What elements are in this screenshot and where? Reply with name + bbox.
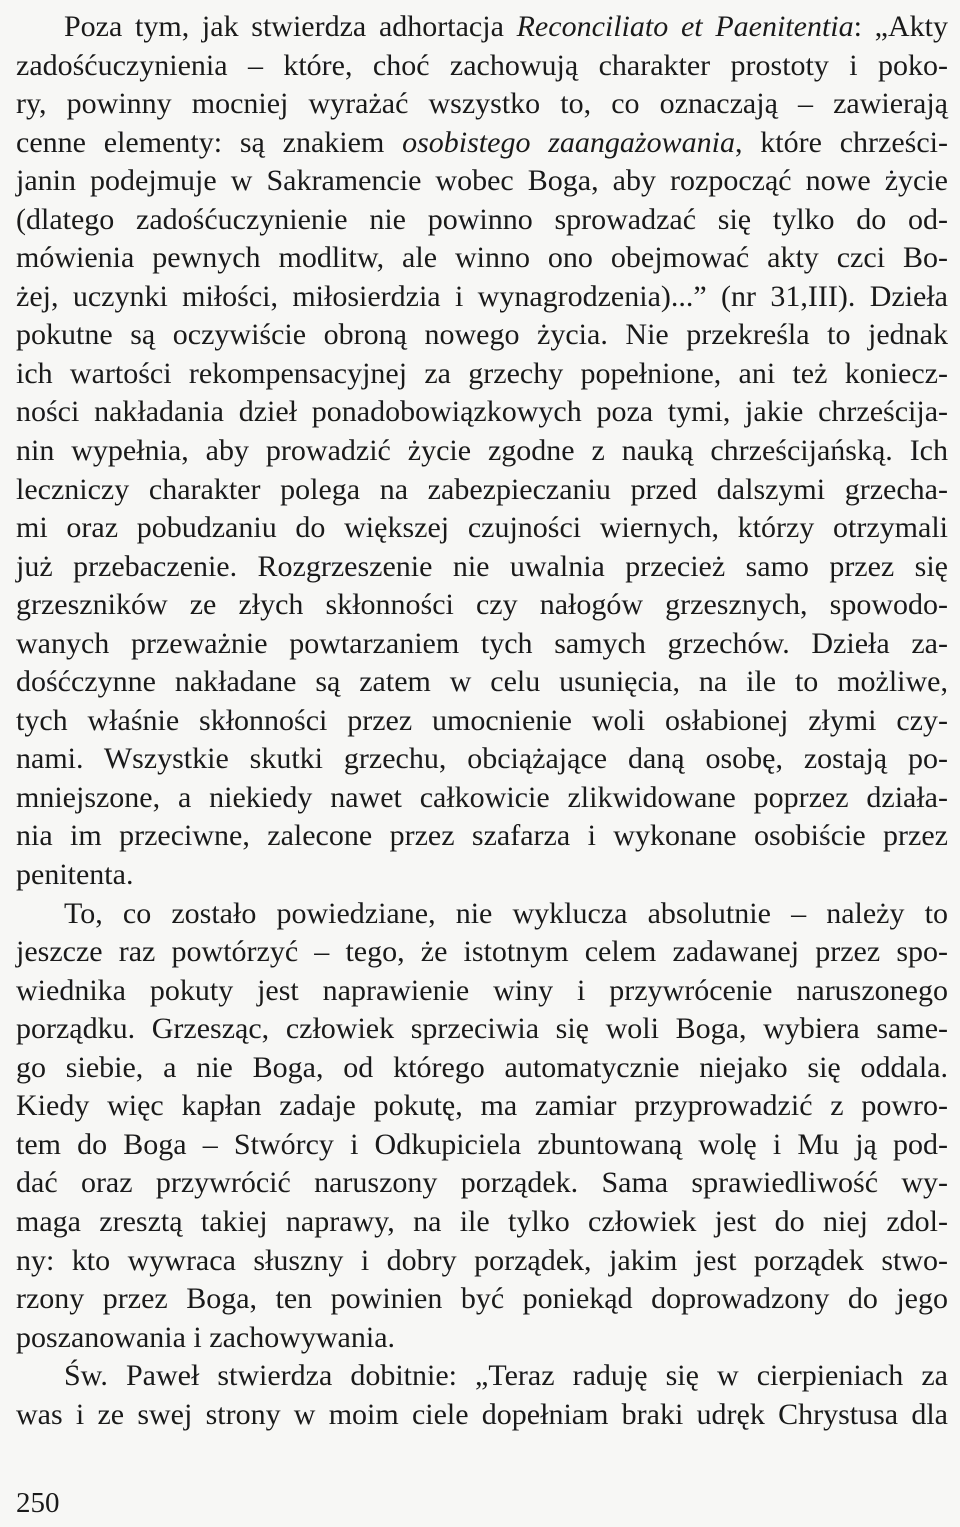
text-line: Św. Paweł stwierdza dobitnie: „Teraz raduję się w cierpieniach za bbox=[64, 1359, 948, 1393]
text-line: mówienia pewnych modlitw, ale winno ono obejmować akty czci Bo- bbox=[16, 241, 948, 275]
text-line: dać oraz przywrócić naruszony porządek. Sama sprawiedliwość wy- bbox=[16, 1166, 948, 1200]
text-line: maga zresztą takiej naprawy, na ile tylko człowiek jest do niej zdol- bbox=[16, 1204, 948, 1238]
body-text bbox=[16, 8, 948, 1434]
text-line: jeszcze raz powtórzyć – tego, że istotnym celem zadawanej przez spo- bbox=[16, 935, 948, 969]
text-line: ich wartości rekompensacyjnej za grzechy popełnione, ani też koniecz- bbox=[16, 356, 948, 390]
text-line: już przebaczenie. Rozgrzeszenie nie uwalnia przecież samo przez się bbox=[16, 549, 948, 583]
document-page bbox=[16, 8, 948, 1434]
text-line: wiednika pokuty jest naprawienie winy i przywrócenie naruszonego bbox=[16, 973, 948, 1007]
text-line: nia im przeciwne, zalecone przez szafarza i wykonane osobiście przez bbox=[16, 819, 948, 853]
text-line: Kiedy więc kapłan zadaje pokutę, ma zamiar przyprowadzić z powro- bbox=[16, 1089, 948, 1123]
text-line: nami. Wszystkie skutki grzechu, obciążające daną osobę, zostają po- bbox=[16, 742, 948, 776]
text-line: leczniczy charakter polega na zabezpieczaniu przed dalszymi grzecha- bbox=[16, 472, 948, 506]
paragraph bbox=[16, 1357, 948, 1434]
paragraph bbox=[16, 895, 948, 1358]
paragraph bbox=[16, 8, 948, 895]
text-line: dośćczynne nakładane są zatem w celu usunięcia, na ile to możliwe, bbox=[16, 665, 948, 699]
text-line: porządku. Grzesząc, człowiek sprzeciwia się woli Boga, wybiera same- bbox=[16, 1012, 948, 1046]
text-line: rzony przez Boga, ten powinien być poniekąd doprowadzony do jego bbox=[16, 1282, 948, 1316]
text-line: nin wypełnia, aby prowadzić życie zgodne z nauką chrześcijańską. Ich bbox=[16, 434, 948, 468]
text-line: janin podejmuje w Sakramencie wobec Boga, aby rozpocząć nowe życie bbox=[16, 164, 948, 198]
text-line: tem do Boga – Stwórcy i Odkupiciela zbuntowaną wolę i Mu ją pod- bbox=[16, 1127, 948, 1161]
text-line: grzeszników ze złych skłonności czy nałogów grzesznych, spowodo- bbox=[16, 588, 948, 622]
text-line: ny: kto wywraca słuszny i dobry porządek, jakim jest porządek stwo- bbox=[16, 1243, 948, 1277]
text-line: zadośćuczynienia – które, choć zachowują charakter prostoty i poko- bbox=[16, 48, 948, 82]
text-line: tych właśnie skłonności przez umocnienie woli osłabionej złymi czy- bbox=[16, 703, 948, 737]
text-line: ry, powinny mocniej wyrażać wszystko to, co oznaczają – zawierają bbox=[16, 87, 948, 121]
text-line: pokutne są oczywiście obroną nowego życia. Nie przekreśla to jednak bbox=[16, 318, 948, 352]
text-line: penitenta. bbox=[16, 858, 134, 892]
text-line: poszanowania i zachowywania. bbox=[16, 1320, 396, 1354]
text-line: (dlatego zadośćuczynienie nie powinno sprowadzać się tylko do od- bbox=[16, 202, 948, 236]
text-line: mniejszone, a niekiedy nawet całkowicie zlikwidowane poprzez działa- bbox=[16, 780, 948, 814]
text-line: mi oraz pobudzaniu do większej czujności wiernych, którzy otrzymali bbox=[16, 511, 948, 545]
text-line: żej, uczynki miłości, miłosierdzia i wynagrodzenia)...” (nr 31,III). Dzieła bbox=[16, 279, 948, 313]
text-line: was i ze swej strony w moim ciele dopełniam braki udręk Chrystusa dla bbox=[16, 1397, 948, 1431]
text-line: go siebie, a nie Boga, od którego automatycznie niejako się oddala. bbox=[16, 1050, 948, 1084]
text-line: wanych przeważnie powtarzaniem tych samych grzechów. Dzieła za- bbox=[16, 626, 948, 660]
text-line: To, co zostało powiedziane, nie wyklucza absolutnie – należy to bbox=[64, 896, 948, 930]
text-line: Poza tym, jak stwierdza adhortacja Reconciliato et Paenitentia: „Akty bbox=[64, 10, 948, 43]
text-line: ności nakładania dzieł ponadobowiązkowych poza tymi, jakie chrześcija- bbox=[16, 395, 948, 429]
text-line: cenne elementy: są znakiem osobistego zaangażowania, które chrześci- bbox=[16, 125, 948, 159]
page-number: 250 bbox=[16, 1487, 60, 1519]
